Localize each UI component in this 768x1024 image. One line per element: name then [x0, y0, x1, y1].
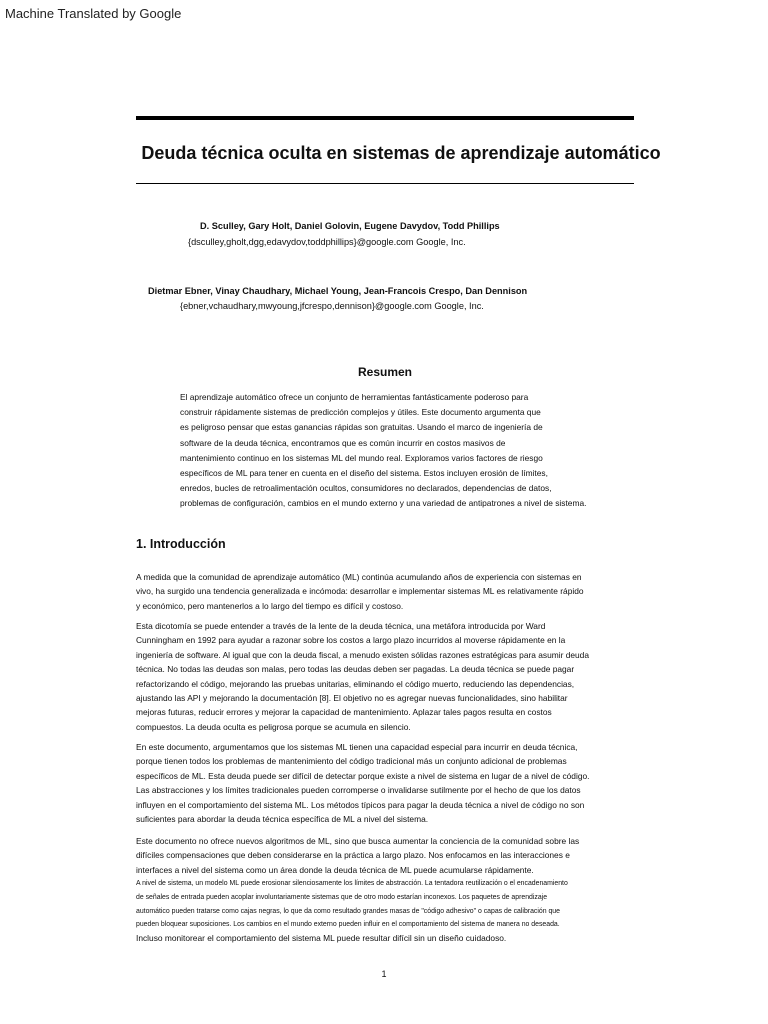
abstract-line: mantenimiento continuo en los sistemas ML del mundo real. Exploramos varios factores de riesgo [180, 452, 543, 463]
paragraph-line: Esta dicotomía se puede entender a través de la lente de la deuda técnica, una metáfora introducida por Ward [136, 621, 546, 631]
paragraph-line: difíciles compensaciones que deben considerarse en la práctica a largo plazo. Nos enfocamos en las interacciones e [136, 850, 570, 861]
intro-paragraph-4 [136, 834, 636, 877]
small-line: A nivel de sistema, un modelo ML puede erosionar silenciosamente los límites de abstracción. La tentadora reutilización o el encadenamiento [136, 880, 568, 887]
paragraph-line: ajustando las API y mejorando la documentación [8]. El objetivo no es agregar nuevas funcionalidades, sino habilitar [136, 693, 568, 704]
paragraph-line: Las abstracciones y los límites tradicionales pueden corromperse o invalidarse sutilmente por el hecho de que los datos [136, 785, 581, 796]
paragraph-line: vivo, ha surgido una tendencia generalizada e incómoda: desarrollar e implementar sistemas ML es relativamente rápido [136, 586, 584, 597]
author-contact-group-2: {ebner,vchaudhary,mwyoung,jfcrespo,dennison}@google.com Google, Inc. [180, 301, 484, 311]
intro-paragraph-2 [136, 619, 636, 734]
machine-translation-banner: Machine Translated by Google [5, 6, 182, 21]
author-contact-group-1: {dsculley,gholt,dgg,edavydov,toddphillips}@google.com Google, Inc. [188, 237, 466, 247]
intro-small-print-paragraph [136, 877, 646, 932]
small-line: automático pueden tratarse como cajas negras, lo que da como resultado grandes masas de "código adhesivo" o capas de calibración que [136, 907, 560, 915]
page-number: 1 [381, 969, 387, 979]
small-line: pueden bloquear suposiciones. Los cambios en el mundo externo pueden influir en el comportamiento del sistema de manera no deseada. [136, 921, 560, 929]
paragraph-line: porque tienen todos los problemas de mantenimiento del código tradicional más un conjunto adicional de problemas [136, 756, 567, 767]
intro-paragraph-1 [136, 570, 636, 613]
paragraph-line: y económico, pero mantenerlos a lo largo del tiempo es difícil y costoso. [136, 600, 404, 611]
paragraph-line: suficientes para abordar la deuda técnica específica de ML a nivel del sistema. [136, 814, 429, 825]
paragraph-line: Cunningham en 1992 para ayudar a razonar sobre los costos a largo plazo incurridos al moverse rápidamente en la [136, 635, 566, 646]
author-names-group-2: Dietmar Ebner, Vinay Chaudhary, Michael Young, Jean-Francois Crespo, Dan Dennison [148, 286, 528, 296]
abstract-line: específicos de ML para tener en cuenta en el diseño del sistema. Estos incluyen erosión de límites, [180, 468, 548, 479]
abstract-line: es peligroso pensar que estas ganancias rápidas son gratuitas. Usando el marco de ingeniería de [180, 422, 543, 433]
paragraph-line: influyen en el comportamiento del sistema ML. Los métodos típicos para pagar la deuda técnica a nivel de código no son [136, 799, 585, 810]
paper-title: Deuda técnica oculta en sistemas de aprendizaje automático [141, 143, 661, 163]
paragraph-line: mejoras futuras, reducir errores y mejorar la capacidad de mantenimiento. Aplazar tales pagos resulta en costos [136, 707, 552, 718]
paragraph-line: refactorizando el código, mejorando las pruebas unitarias, eliminando el código muerto, reduciendo las dependencias, [136, 678, 575, 689]
intro-paragraph-3 [136, 740, 636, 826]
paragraph-line: compuestos. La deuda oculta es peligrosa porque se acumula en silencio. [136, 721, 411, 732]
title-top-rule [136, 116, 634, 120]
abstract-line: problemas de configuración, cambios en el mundo externo y una variedad de antipatrones a nivel de sistema. [180, 498, 587, 509]
paragraph-line: A medida que la comunidad de aprendizaje automático (ML) continúa acumulando años de experiencia con sistemas en [136, 572, 582, 582]
section-heading-introduction: 1. Introducción [136, 537, 226, 551]
paragraph-line: específicos de ML. Esta deuda puede ser difícil de detectar porque existe a nivel de sistema en lugar de a nivel de código. [136, 770, 590, 781]
author-names-group-1: D. Sculley, Gary Holt, Daniel Golovin, Eugene Davydov, Todd Phillips [200, 221, 500, 231]
abstract-line: construir rápidamente sistemas de predicción complejos y útiles. Este documento argumenta que [180, 407, 541, 418]
paragraph-line: En este documento, argumentamos que los sistemas ML tienen una capacidad especial para incurrir en deuda técnica, [136, 742, 578, 752]
paragraph-line: interfaces a nivel del sistema como un área donde la deuda técnica de ML puede acumularse rápidamente. [136, 864, 534, 875]
abstract-line: software de la deuda técnica, encontramos que es común incurrir en costos masivos de [180, 437, 506, 448]
abstract-line: El aprendizaje automático ofrece un conjunto de herramientas fantásticamente poderoso para [180, 392, 529, 402]
paragraph-line: ingeniería de software. Al igual que con la deuda fiscal, a menudo existen sólidas razones estratégicas para asumir deuda [136, 649, 589, 660]
abstract-line: enredos, bucles de retroalimentación ocultos, consumidores no declarados, dependencias de datos, [180, 483, 552, 494]
small-line: de señales de entrada pueden acoplar involuntariamente sistemas que de otro modo estarían inconexos. Los paquetes de aprendizaje [136, 893, 548, 901]
paragraph-line: técnica. No todas las deudas son malas, pero todas las deudas deben ser pagadas. La deuda técnica se puede pagar [136, 664, 575, 675]
abstract-heading: Resumen [357, 365, 413, 379]
title-bottom-rule [136, 183, 634, 184]
abstract-body [180, 390, 620, 512]
intro-final-line: Incluso monitorear el comportamiento del sistema ML puede resultar difícil sin un diseño cuidadoso. [136, 933, 507, 943]
paragraph-line: Este documento no ofrece nuevos algoritmos de ML, sino que busca aumentar la conciencia de la comunidad sobre las [136, 836, 580, 846]
